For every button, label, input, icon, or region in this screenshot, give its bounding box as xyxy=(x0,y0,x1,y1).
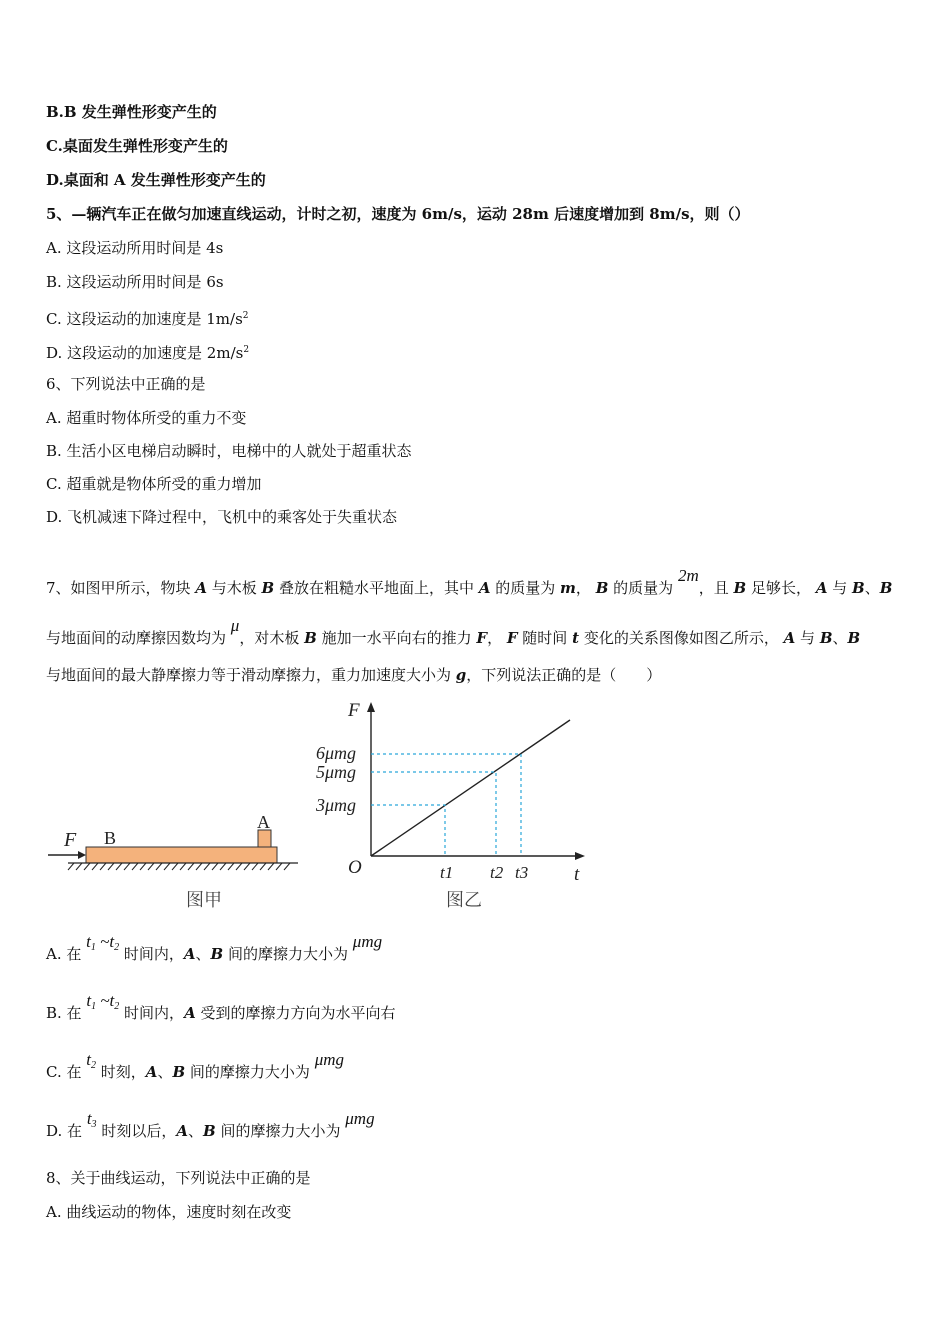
q5-option-b: B. 这段运动所用时间是 6s xyxy=(46,273,224,291)
hatch-mark xyxy=(236,863,242,870)
q7-figure-svg xyxy=(46,698,606,918)
q7-stem-line1: 7、如图甲所示，物块 A 与木板 B 叠放在粗糙水平地面上，其中 A 的质量为 m， B 的质量为 2m，且 B 足够长， A 与 B、B xyxy=(46,566,893,597)
q7-stem-line3: 与地面间的最大静摩擦力等于滑动摩擦力，重力加速度大小为 g，下列说法正确的是（ ） xyxy=(46,666,662,684)
two-m: 2m xyxy=(677,566,699,585)
hatch-mark xyxy=(172,863,178,870)
q6-option-c: C. 超重就是物体所受的重力增加 xyxy=(46,475,262,493)
hatch-mark xyxy=(188,863,194,870)
hatch-mark xyxy=(84,863,90,870)
hatch-mark xyxy=(180,863,186,870)
q5-option-c xyxy=(46,306,249,329)
y-tick-3mumg: 3μmg xyxy=(316,795,357,815)
hatch-mark xyxy=(76,863,82,870)
hatch-mark xyxy=(252,863,258,870)
q6-option-a: A. 超重时物体所受的重力不变 xyxy=(46,409,247,427)
q7-option-c: C. 在 t2 时刻，A、B 间的摩擦力大小为 μmg xyxy=(46,1050,345,1081)
hatch-mark xyxy=(132,863,138,870)
hatch-mark xyxy=(204,863,210,870)
t3-instant: t3 xyxy=(86,1109,97,1130)
q6-stem: 6、下列说法中正确的是 xyxy=(46,375,206,393)
q7-figure xyxy=(46,698,606,918)
x-tick-t3: t3 xyxy=(515,863,529,882)
q5-option-d-text: D. 这段运动的加速度是 2m/s xyxy=(46,344,244,362)
block-a-label: A xyxy=(257,812,270,832)
q6-option-d: D. 飞机减速下降过程中，飞机中的乘客处于失重状态 xyxy=(46,508,398,526)
t1-t2-range: t1 ~t2 xyxy=(86,932,120,953)
mu-symbol: μ xyxy=(230,616,240,635)
figure-jia xyxy=(48,812,298,911)
hatch-mark xyxy=(124,863,130,870)
y-axis-arrow xyxy=(367,702,375,712)
board-b xyxy=(86,847,277,863)
hatch-mark xyxy=(268,863,274,870)
q5-option-d-exp: 2 xyxy=(243,345,250,355)
hatch-mark xyxy=(196,863,202,870)
hatch-mark xyxy=(140,863,146,870)
q5-option-c-exp: 2 xyxy=(242,311,249,321)
hatch-mark xyxy=(228,863,234,870)
x-tick-t2: t2 xyxy=(490,863,504,882)
x-axis-label: t xyxy=(574,864,580,885)
force-label: F xyxy=(64,829,77,851)
x-axis-arrow xyxy=(575,852,585,860)
caption-jia: 图甲 xyxy=(186,890,222,911)
option-b: B.B 发生弹性形变产生的 xyxy=(46,103,217,121)
t1-t2-range-b: t1 ~t2 xyxy=(86,991,120,1012)
figure-yi xyxy=(315,700,585,911)
hatch-mark xyxy=(108,863,114,870)
ground-hatch xyxy=(68,863,290,870)
hatch-mark xyxy=(244,863,250,870)
hatch-mark xyxy=(276,863,282,870)
f-t-line xyxy=(371,720,570,856)
y-tick-6mumg: 6μmg xyxy=(316,743,357,763)
y-axis-label: F xyxy=(348,700,360,721)
hatch-mark xyxy=(92,863,98,870)
caption-yi: 图乙 xyxy=(446,890,482,911)
q5-option-d xyxy=(46,340,249,363)
option-d: D.桌面和 A 发生弹性形变产生的 xyxy=(46,171,266,189)
q7-stem-line2: 与地面间的动摩擦因数均为 μ，对木板 B 施加一水平向右的推力 F， F 随时间 t 变化的关系图像如图乙所示， A 与 B、B xyxy=(46,616,861,647)
hatch-mark xyxy=(164,863,170,870)
board-b-label: B xyxy=(104,828,117,848)
hatch-mark xyxy=(284,863,290,870)
t2-instant: t2 xyxy=(86,1050,96,1071)
y-tick-5mumg: 5μmg xyxy=(316,762,357,782)
hatch-mark xyxy=(156,863,162,870)
hatch-mark xyxy=(68,863,74,870)
x-tick-t1: t1 xyxy=(440,863,454,882)
q8-option-a: A. 曲线运动的物体，速度时刻在改变 xyxy=(46,1203,292,1221)
force-arrow-head xyxy=(78,851,86,859)
hatch-mark xyxy=(220,863,226,870)
q7-option-b: B. 在 t1 ~t2 时间内，A 受到的摩擦力方向为水平向右 xyxy=(46,991,396,1022)
hatch-mark xyxy=(212,863,218,870)
hatch-mark xyxy=(148,863,154,870)
block-a xyxy=(258,830,271,847)
q5-option-a: A. 这段运动所用时间是 4s xyxy=(46,239,224,257)
option-c: C.桌面发生弹性形变产生的 xyxy=(46,137,228,155)
q5-option-c-text: C. 这段运动的加速度是 1m/s xyxy=(46,310,243,328)
q7-option-d: D. 在 t3 时刻以后，A、B 间的摩擦力大小为 μmg xyxy=(46,1109,375,1140)
hatch-mark xyxy=(100,863,106,870)
q5-stem: 5、—辆汽车正在做匀加速直线运动，计时之初，速度为 6m/s，运动 28m 后速度增加到 8m/s，则（） xyxy=(46,205,750,223)
hatch-mark xyxy=(260,863,266,870)
q7-option-a: A. 在 t1 ~t2 时间内，A、B 间的摩擦力大小为 μmg xyxy=(46,932,383,963)
q6-option-b: B. 生活小区电梯启动瞬时，电梯中的人就处于超重状态 xyxy=(46,442,412,460)
q8-stem: 8、关于曲线运动，下列说法中正确的是 xyxy=(46,1169,311,1187)
hatch-mark xyxy=(116,863,122,870)
origin-label: O xyxy=(348,857,362,878)
